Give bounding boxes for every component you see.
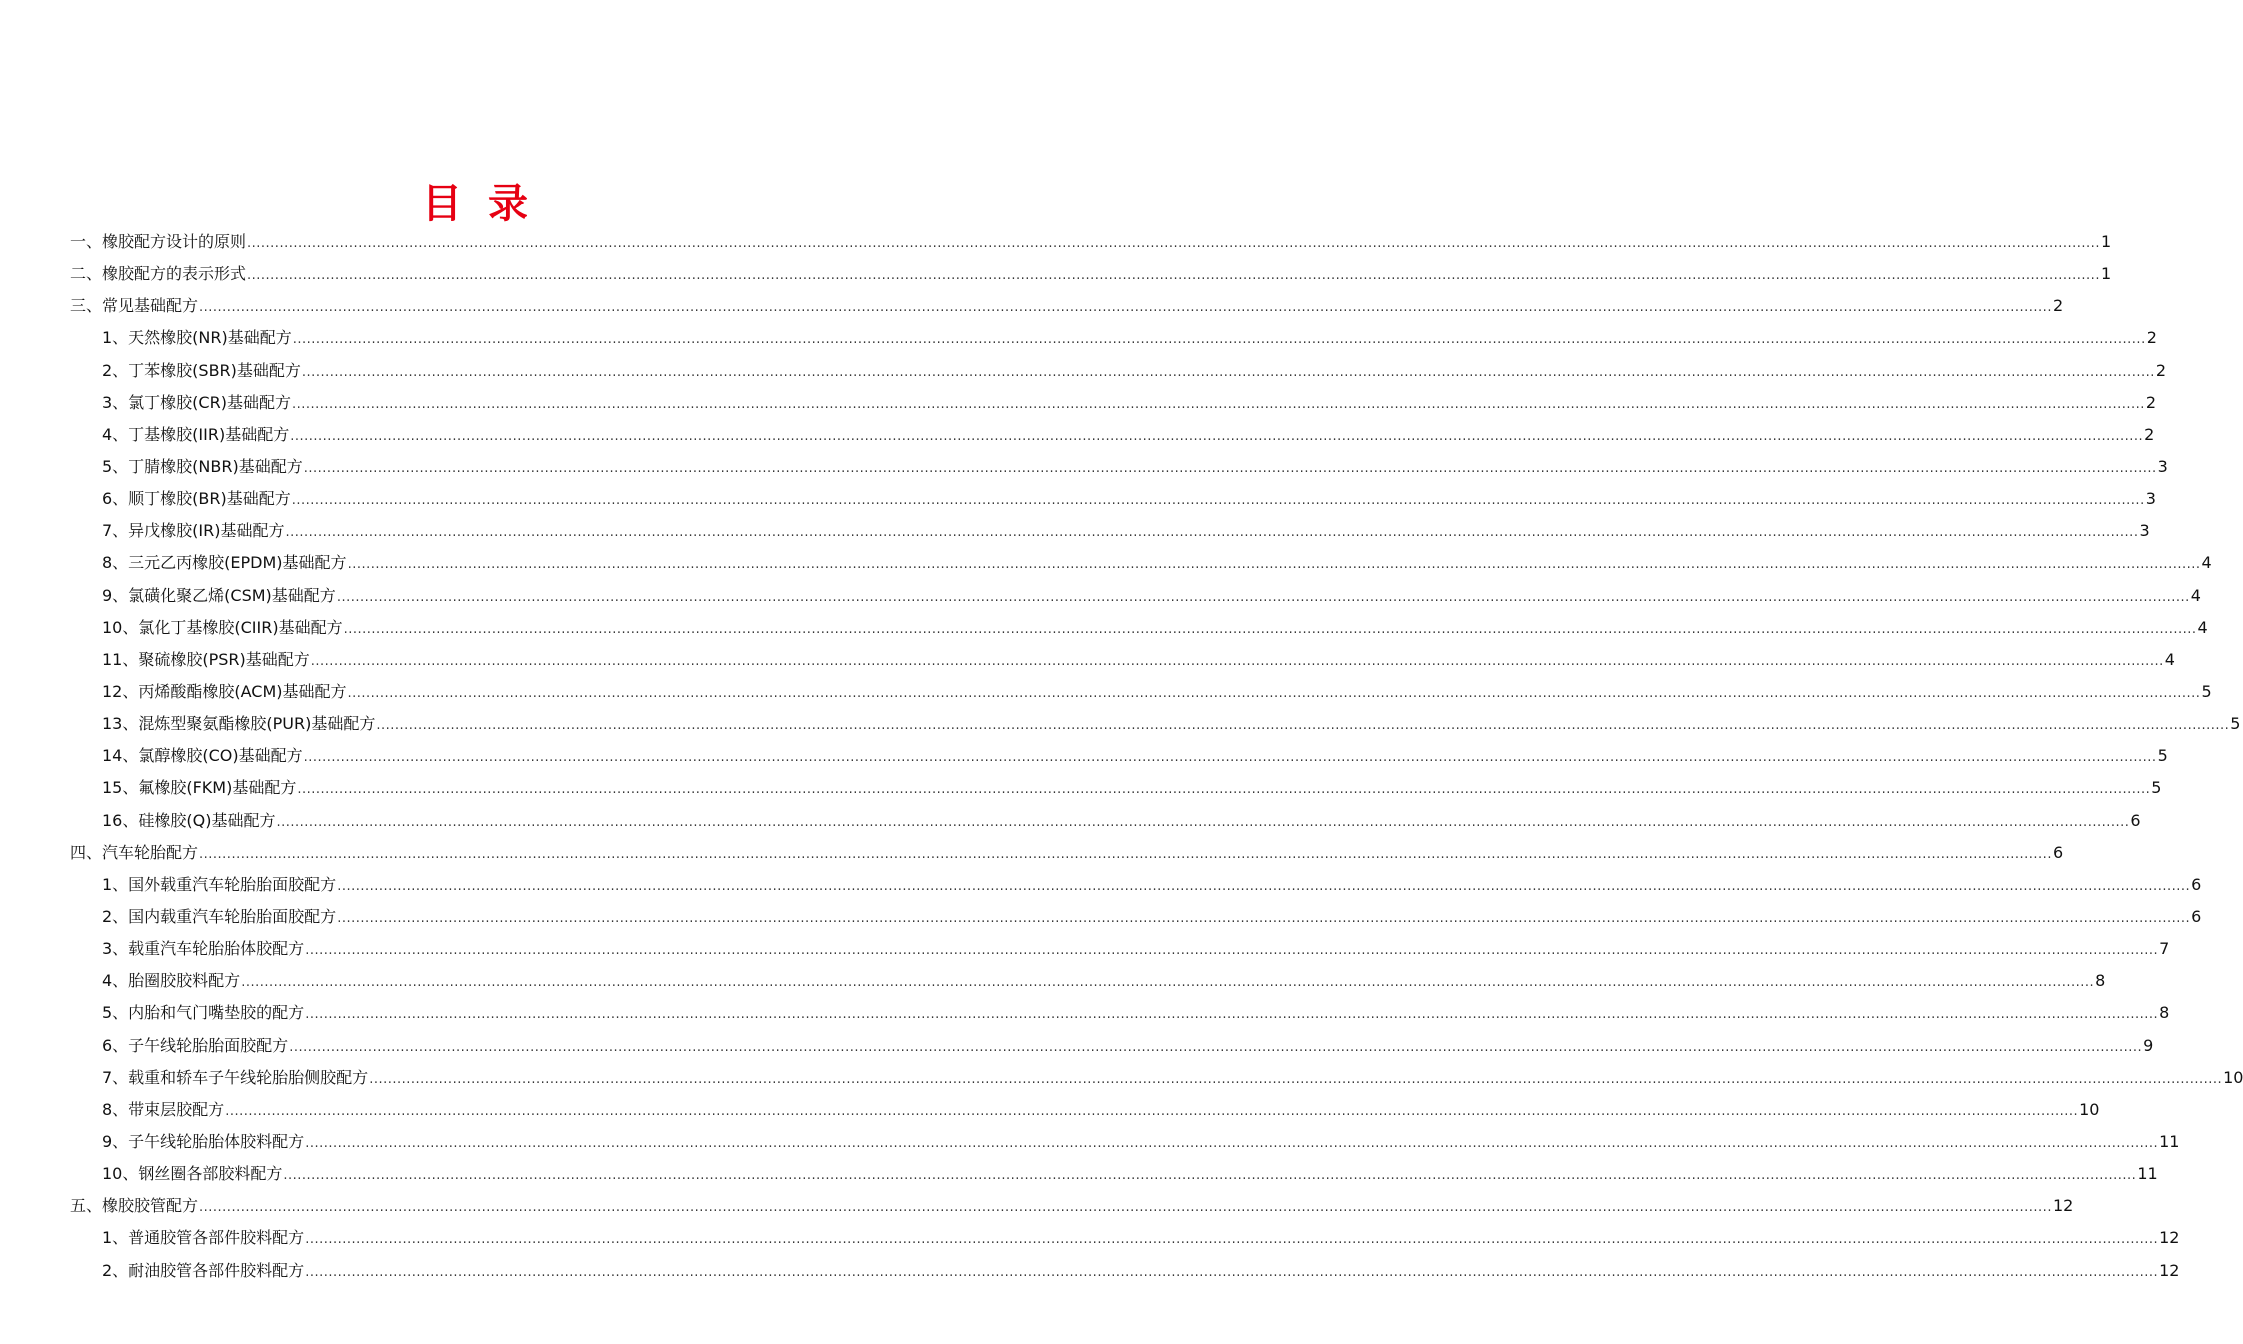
toc-dot-leader: ................................................................................................................................................................................................................................................................................................................................................................................................................ bbox=[303, 460, 2157, 476]
toc-entry[interactable] bbox=[70, 547, 2212, 579]
toc-entry-title: 4、丁基橡胶(IIR)基础配方 bbox=[102, 424, 290, 444]
toc-page-number: 7 bbox=[2159, 939, 2170, 959]
toc-dot-leader: ................................................................................................................................................................................................................................................................................................................................................................................................................ bbox=[199, 846, 2052, 862]
toc-entry[interactable] bbox=[70, 290, 2064, 322]
toc-dot-leader: ................................................................................................................................................................................................................................................................................................................................................................................................................ bbox=[291, 396, 2145, 412]
toc-page-number: 2 bbox=[2155, 360, 2167, 380]
toc-entry-title: 7、异戊橡胶(IR)基础配方 bbox=[102, 521, 285, 541]
toc-page-number: 3 bbox=[2139, 521, 2150, 541]
toc-dot-leader: ................................................................................................................................................................................................................................................................................................................................................................................................................ bbox=[301, 364, 2155, 380]
toc-dot-leader: ................................................................................................................................................................................................................................................................................................................................................................................................................ bbox=[290, 428, 2144, 444]
toc-entry-title: 7、载重和轿车子午线轮胎胎侧胶配方 bbox=[102, 1067, 369, 1087]
toc-page-number: 6 bbox=[2191, 906, 2202, 926]
toc-entry-title: 6、子午线轮胎胎面胶配方 bbox=[102, 1035, 289, 1055]
toc-entry-title: 13、混炼型聚氨酯橡胶(PUR)基础配方 bbox=[102, 714, 376, 734]
toc-page-number: 12 bbox=[2052, 1196, 2074, 1216]
toc-entry-title: 9、氯磺化聚乙烯(CSM)基础配方 bbox=[102, 585, 336, 605]
toc-dot-leader: ................................................................................................................................................................................................................................................................................................................................................................................................................ bbox=[347, 685, 2201, 701]
toc-page-number: 4 bbox=[2197, 617, 2208, 637]
toc-page-number: 2 bbox=[2144, 424, 2155, 444]
toc-entry[interactable] bbox=[70, 515, 2150, 547]
toc-entry-title: 5、丁腈橡胶(NBR)基础配方 bbox=[102, 456, 303, 476]
toc-dot-leader: ................................................................................................................................................................................................................................................................................................................................................................................................................ bbox=[297, 782, 2151, 798]
toc-page-number: 5 bbox=[2151, 778, 2162, 798]
toc-entry-title: 一、橡胶配方设计的原则 bbox=[70, 232, 247, 251]
toc-entry[interactable] bbox=[70, 226, 2112, 258]
toc-page-number: 4 bbox=[2164, 649, 2175, 669]
toc-dot-leader: ................................................................................................................................................................................................................................................................................................................................................................................................................ bbox=[199, 1200, 2052, 1216]
toc-dot-leader: ................................................................................................................................................................................................................................................................................................................................................................................................................ bbox=[289, 1039, 2143, 1055]
toc-entry[interactable] bbox=[70, 451, 2168, 483]
toc-dot-leader: ................................................................................................................................................................................................................................................................................................................................................................................................................ bbox=[292, 332, 2146, 348]
toc-dot-leader: ................................................................................................................................................................................................................................................................................................................................................................................................................ bbox=[247, 268, 2100, 284]
toc-page-number: 2 bbox=[2145, 392, 2157, 412]
toc-entry[interactable] bbox=[70, 708, 2241, 740]
toc-dot-leader: ................................................................................................................................................................................................................................................................................................................................................................................................................ bbox=[310, 653, 2164, 669]
toc-dot-leader: ................................................................................................................................................................................................................................................................................................................................................................................................................ bbox=[305, 1007, 2159, 1023]
toc-entry[interactable] bbox=[70, 612, 2208, 644]
toc-entry[interactable] bbox=[70, 1126, 2180, 1158]
toc-page-number: 11 bbox=[2137, 1164, 2158, 1184]
toc-dot-leader: ................................................................................................................................................................................................................................................................................................................................................................................................................ bbox=[247, 236, 2100, 251]
toc-dot-leader: ................................................................................................................................................................................................................................................................................................................................................................................................................ bbox=[303, 750, 2157, 766]
toc-dot-leader: ................................................................................................................................................................................................................................................................................................................................................................................................................ bbox=[369, 1071, 2223, 1087]
toc-entry[interactable] bbox=[70, 676, 2212, 708]
toc-entry[interactable] bbox=[70, 869, 2202, 901]
toc-page-number: 8 bbox=[2159, 1003, 2170, 1023]
toc-page-number: 5 bbox=[2157, 746, 2168, 766]
toc-entry-title: 四、汽车轮胎配方 bbox=[70, 842, 199, 862]
toc-entry-title: 14、氯醇橡胶(CO)基础配方 bbox=[102, 746, 303, 766]
toc-entry[interactable] bbox=[70, 483, 2156, 515]
toc-page-number: 8 bbox=[2095, 971, 2106, 991]
toc-entry-title: 3、载重汽车轮胎胎体胶配方 bbox=[102, 939, 305, 959]
toc-entry[interactable] bbox=[70, 772, 2162, 804]
toc-dot-leader: ................................................................................................................................................................................................................................................................................................................................................................................................................ bbox=[305, 943, 2159, 959]
toc-dot-leader: ................................................................................................................................................................................................................................................................................................................................................................................................................ bbox=[225, 1103, 2079, 1119]
toc-dot-leader: ................................................................................................................................................................................................................................................................................................................................................................................................................ bbox=[285, 525, 2139, 541]
table-of-contents bbox=[70, 226, 2243, 1287]
toc-page-number: 12 bbox=[2159, 1228, 2180, 1248]
toc-page-number: 9 bbox=[2143, 1035, 2154, 1055]
toc-page-number: 11 bbox=[2159, 1131, 2180, 1151]
toc-dot-leader: ................................................................................................................................................................................................................................................................................................................................................................................................................ bbox=[305, 1264, 2159, 1280]
toc-dot-leader: ................................................................................................................................................................................................................................................................................................................................................................................................................ bbox=[337, 878, 2191, 894]
toc-entry[interactable] bbox=[70, 1030, 2154, 1062]
toc-dot-leader: ................................................................................................................................................................................................................................................................................................................................................................................................................ bbox=[337, 910, 2191, 926]
toc-entry[interactable] bbox=[70, 322, 2157, 354]
toc-page-number: 6 bbox=[2130, 810, 2141, 830]
toc-entry[interactable] bbox=[70, 258, 2112, 290]
toc-dot-leader: ................................................................................................................................................................................................................................................................................................................................................................................................................ bbox=[291, 493, 2145, 509]
toc-entry-title: 11、聚硫橡胶(PSR)基础配方 bbox=[102, 649, 310, 669]
toc-entry-title: 12、丙烯酸酯橡胶(ACM)基础配方 bbox=[102, 681, 347, 701]
page-title: 目录 bbox=[422, 181, 554, 227]
toc-dot-leader: ................................................................................................................................................................................................................................................................................................................................................................................................................ bbox=[305, 1232, 2159, 1248]
toc-entry-title: 1、国外载重汽车轮胎胎面胶配方 bbox=[102, 874, 337, 894]
toc-dot-leader: ................................................................................................................................................................................................................................................................................................................................................................................................................ bbox=[276, 814, 2130, 830]
toc-entry-title: 9、子午线轮胎胎体胶料配方 bbox=[102, 1131, 305, 1151]
toc-entry[interactable] bbox=[70, 997, 2170, 1029]
toc-entry-title: 6、顺丁橡胶(BR)基础配方 bbox=[102, 489, 291, 509]
toc-entry[interactable] bbox=[70, 580, 2201, 612]
toc-entry-title: 五、橡胶胶管配方 bbox=[70, 1196, 199, 1216]
toc-entry-title: 2、国内载重汽车轮胎胎面胶配方 bbox=[102, 906, 337, 926]
toc-entry-title: 10、氯化丁基橡胶(CIIR)基础配方 bbox=[102, 617, 343, 637]
toc-page-number: 10 bbox=[2223, 1067, 2243, 1087]
toc-entry[interactable] bbox=[70, 1222, 2180, 1254]
toc-page-number: 6 bbox=[2191, 874, 2202, 894]
toc-entry[interactable] bbox=[70, 387, 2157, 419]
toc-page-number: 1 bbox=[2100, 232, 2112, 251]
toc-page-number: 5 bbox=[2201, 681, 2212, 701]
toc-page-number: 4 bbox=[2201, 553, 2212, 573]
toc-page-number: 2 bbox=[2052, 296, 2064, 316]
toc-page-number: 6 bbox=[2052, 842, 2064, 862]
toc-entry[interactable] bbox=[70, 419, 2155, 451]
toc-entry-title: 16、硅橡胶(Q)基础配方 bbox=[102, 810, 276, 830]
toc-page-number: 10 bbox=[2079, 1099, 2100, 1119]
toc-dot-leader: ................................................................................................................................................................................................................................................................................................................................................................................................................ bbox=[241, 975, 2095, 991]
toc-entry[interactable] bbox=[70, 1255, 2180, 1287]
toc-entry-title: 4、胎圈胶胶料配方 bbox=[102, 971, 241, 991]
toc-entry[interactable] bbox=[70, 644, 2175, 676]
toc-entry-title: 8、三元乙丙橡胶(EPDM)基础配方 bbox=[102, 553, 347, 573]
toc-entry-title: 3、氯丁橡胶(CR)基础配方 bbox=[102, 392, 291, 412]
toc-entry-title: 10、钢丝圈各部胶料配方 bbox=[102, 1164, 283, 1184]
toc-entry[interactable] bbox=[70, 1190, 2074, 1222]
toc-entry-title: 15、氟橡胶(FKM)基础配方 bbox=[102, 778, 297, 798]
toc-dot-leader: ................................................................................................................................................................................................................................................................................................................................................................................................................ bbox=[305, 1135, 2159, 1151]
toc-page-number: 12 bbox=[2159, 1260, 2180, 1280]
toc-entry-title: 三、常见基础配方 bbox=[70, 296, 199, 316]
toc-entry[interactable] bbox=[70, 355, 2167, 387]
toc-dot-leader: ................................................................................................................................................................................................................................................................................................................................................................................................................ bbox=[336, 589, 2190, 605]
toc-page-number: 3 bbox=[2145, 489, 2156, 509]
toc-entry-title: 8、带束层胶配方 bbox=[102, 1099, 225, 1119]
toc-page-number: 3 bbox=[2157, 456, 2168, 476]
toc-entry[interactable] bbox=[70, 837, 2064, 869]
toc-entry[interactable] bbox=[70, 805, 2141, 837]
toc-dot-leader: ................................................................................................................................................................................................................................................................................................................................................................................................................ bbox=[347, 557, 2201, 573]
toc-entry[interactable] bbox=[70, 1062, 2243, 1094]
toc-dot-leader: ................................................................................................................................................................................................................................................................................................................................................................................................................ bbox=[376, 718, 2230, 734]
toc-entry[interactable] bbox=[70, 740, 2168, 772]
toc-entry[interactable] bbox=[70, 901, 2202, 933]
toc-page-number: 4 bbox=[2190, 585, 2201, 605]
toc-entry[interactable] bbox=[70, 965, 2106, 997]
toc-entry-title: 2、丁苯橡胶(SBR)基础配方 bbox=[102, 360, 301, 380]
toc-entry[interactable] bbox=[70, 933, 2170, 965]
toc-page-number: 1 bbox=[2100, 264, 2112, 284]
toc-dot-leader: ................................................................................................................................................................................................................................................................................................................................................................................................................ bbox=[343, 621, 2197, 637]
toc-page-number: 5 bbox=[2230, 714, 2241, 734]
toc-dot-leader: ................................................................................................................................................................................................................................................................................................................................................................................................................ bbox=[199, 300, 2052, 316]
toc-entry[interactable] bbox=[70, 1094, 2100, 1126]
toc-entry-title: 二、橡胶配方的表示形式 bbox=[70, 264, 247, 284]
toc-entry-title: 1、普通胶管各部件胶料配方 bbox=[102, 1228, 305, 1248]
toc-page-number: 2 bbox=[2146, 328, 2157, 348]
toc-dot-leader: ................................................................................................................................................................................................................................................................................................................................................................................................................ bbox=[283, 1168, 2137, 1184]
toc-entry-title: 1、天然橡胶(NR)基础配方 bbox=[102, 328, 292, 348]
toc-entry[interactable] bbox=[70, 1158, 2158, 1190]
toc-entry-title: 2、耐油胶管各部件胶料配方 bbox=[102, 1260, 305, 1280]
toc-entry-title: 5、内胎和气门嘴垫胶的配方 bbox=[102, 1003, 305, 1023]
